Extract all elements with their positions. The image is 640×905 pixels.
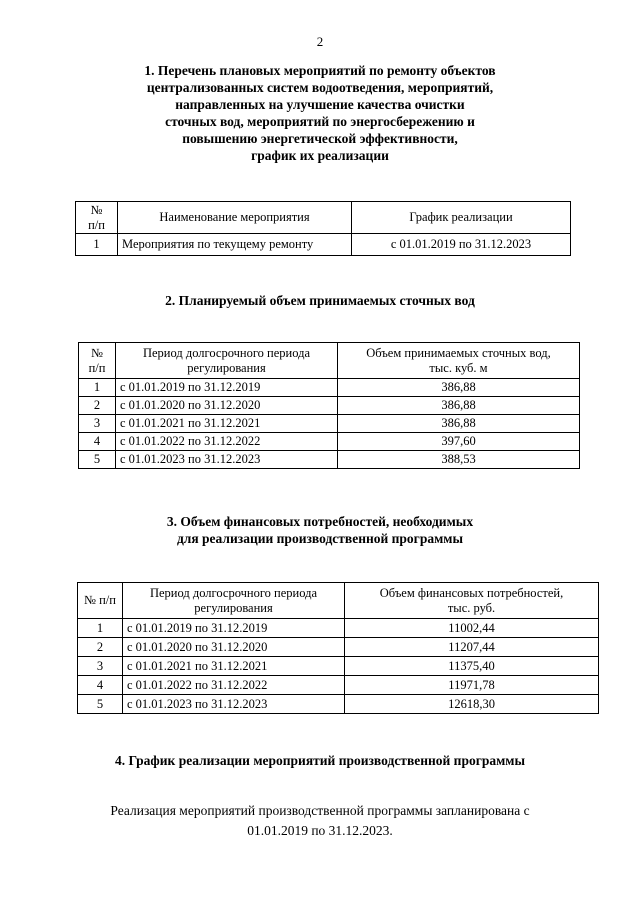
closing-line: 01.01.2019 по 31.12.2023. [247, 823, 393, 838]
section-1-title-line: сточных вод, мероприятий по энергосбережению и [165, 114, 475, 129]
cell-period: с 01.01.2021 по 31.12.2021 [123, 657, 345, 676]
table-row [78, 638, 599, 657]
section-3-title-line: для реализации производственной программы [176, 531, 464, 546]
section-1-title-line: повышению энергетической эффективности, [182, 131, 458, 146]
section-1-title-line: централизованных систем водоотведения, мероприятий, [146, 80, 494, 95]
wastewater-volume-table [78, 342, 580, 469]
header-schedule: График реализации [352, 202, 571, 234]
cell-finance: 12618,30 [345, 695, 599, 714]
section-4-title: 4. График реализации мероприятий производственной программы [114, 753, 526, 768]
header-num [79, 343, 116, 379]
cell-num: 3 [79, 415, 116, 433]
table-header-row [79, 343, 580, 379]
table-row [79, 379, 580, 397]
section-1-title-line: 1. Перечень плановых мероприятий по ремонту объектов [144, 63, 496, 78]
cell-period: с 01.01.2019 по 31.12.2019 [116, 379, 338, 397]
header-finance-line: Объем финансовых потребностей, [379, 585, 564, 600]
cell-num: 5 [79, 451, 116, 469]
cell-volume: 386,88 [338, 397, 580, 415]
cell-finance: 11002,44 [345, 619, 599, 638]
cell-name: Мероприятия по текущему ремонту [118, 234, 352, 256]
section-3-title [0, 513, 640, 547]
cell-period: с 01.01.2023 по 31.12.2023 [116, 451, 338, 469]
cell-finance: 11971,78 [345, 676, 599, 695]
section-2-title: 2. Планируемый объем принимаемых сточных вод [165, 293, 475, 308]
header-num [76, 202, 118, 234]
header-num-line: № [91, 345, 103, 360]
table-row [79, 433, 580, 451]
cell-period: с 01.01.2021 по 31.12.2021 [116, 415, 338, 433]
table-row [79, 415, 580, 433]
header-volume [338, 343, 580, 379]
header-num-line: п/п [88, 217, 105, 232]
header-period-line: регулирования [187, 360, 266, 375]
cell-volume: 397,60 [338, 433, 580, 451]
cell-volume: 386,88 [338, 379, 580, 397]
header-period [123, 583, 345, 619]
header-num-line: п/п [88, 360, 106, 375]
cell-volume: 388,53 [338, 451, 580, 469]
table-header-row [78, 583, 599, 619]
table-row [79, 397, 580, 415]
header-period-line: Период долгосрочного периода [142, 345, 311, 360]
header-num: № п/п [78, 583, 123, 619]
cell-period: с 01.01.2023 по 31.12.2023 [123, 695, 345, 714]
table-row [78, 619, 599, 638]
header-num-line: № [90, 202, 103, 217]
header-volume-line: тыс. куб. м [429, 360, 488, 375]
table-row [78, 657, 599, 676]
section-3-title-line: 3. Объем финансовых потребностей, необходимых [166, 514, 474, 529]
cell-num: 4 [78, 676, 123, 695]
table-header-row [76, 202, 571, 234]
cell-finance: 11207,44 [345, 638, 599, 657]
cell-period: с 01.01.2022 по 31.12.2022 [123, 676, 345, 695]
header-period [116, 343, 338, 379]
cell-period: с 01.01.2019 по 31.12.2019 [123, 619, 345, 638]
table-row [78, 695, 599, 714]
measures-table [75, 201, 571, 256]
header-name: Наименование мероприятия [118, 202, 352, 234]
cell-period: с 01.01.2020 по 31.12.2020 [116, 397, 338, 415]
table-row [76, 234, 571, 256]
cell-schedule: с 01.01.2019 по 31.12.2023 [352, 234, 571, 256]
cell-num: 1 [79, 379, 116, 397]
header-volume-line: Объем принимаемых сточных вод, [366, 345, 551, 360]
table-row [79, 451, 580, 469]
section-1-title-line: направленных на улучшение качества очистки [175, 97, 465, 112]
header-period-line: регулирования [194, 600, 273, 615]
closing-paragraph [0, 801, 640, 841]
cell-period: с 01.01.2022 по 31.12.2022 [116, 433, 338, 451]
cell-num: 1 [76, 234, 118, 256]
cell-num: 2 [79, 397, 116, 415]
cell-num: 2 [78, 638, 123, 657]
cell-num: 1 [78, 619, 123, 638]
header-period-line: Период долгосрочного периода [149, 585, 318, 600]
section-1-title-line: график их реализации [251, 148, 389, 163]
header-finance-line: тыс. руб. [447, 600, 496, 615]
table-row [78, 676, 599, 695]
cell-num: 5 [78, 695, 123, 714]
page-number: 2 [316, 34, 324, 49]
finance-table [77, 582, 599, 714]
section-1-title [0, 62, 640, 164]
cell-finance: 11375,40 [345, 657, 599, 676]
cell-num: 3 [78, 657, 123, 676]
header-finance [345, 583, 599, 619]
cell-volume: 386,88 [338, 415, 580, 433]
cell-num: 4 [79, 433, 116, 451]
closing-line: Реализация мероприятий производственной программы запланирована с [110, 803, 530, 818]
cell-period: с 01.01.2020 по 31.12.2020 [123, 638, 345, 657]
